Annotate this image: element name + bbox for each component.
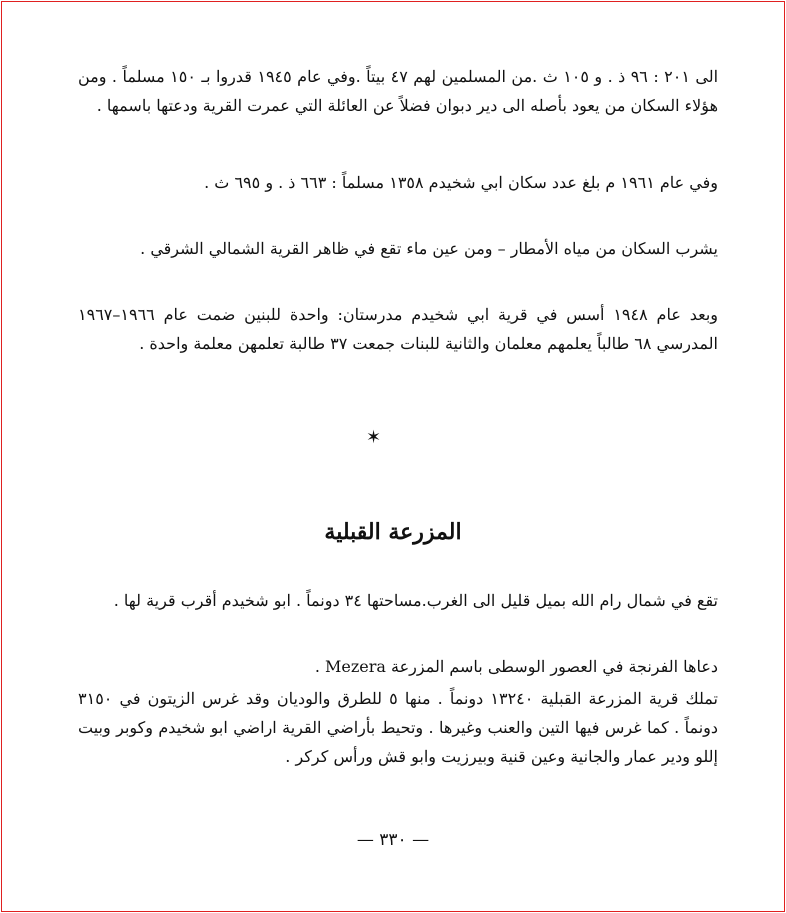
paragraph-location: تقع في شمال رام الله بميل قليل الى الغرب.مساحتها ٣٤ دونماً . ابو شخيدم أقرب قرية لها .	[113, 591, 718, 610]
paragraph-population-1945: الى ٢٠١ : ٩٦ ذ . و ١٠٥ ث .من المسلمين لهم ٤٧ بيتاً .وفي عام ١٩٤٥ قدروا بـ ١٥٠ مسلماً . ومن هؤلاء السكان من يعود بأصله الى دير دبوان فضلاً عن العائلة التي عمرت القرية ودعتها باسمها .	[78, 67, 719, 115]
paragraph-schools: وبعد عام ١٩٤٨ أسس في قرية ابي شخيدم مدرستان: واحدة للبنين ضمت عام ١٩٦٦–١٩٦٧ المدرسي ٦٨ طالباً يعلمهم معلمان والثانية للبنات جمعت ٣٧ طالبة تعلمهن معلمة واحدة .	[78, 305, 719, 353]
paragraph-lands: تملك قرية المزرعة القبلية ١٣٢٤٠ دونماً . منها ٥ للطرق والوديان وقد غرس الزيتون في ٣١٥٠ دونماً . كما غرس فيها التين والعنب وغيرها . وتحيط بأراضي القرية اراضي ابو شخيدم وكوبر وبيت إللو ودير عمار والجانية وعين قنية وبيرزيت وابو قش ورأس كركر .	[78, 689, 719, 766]
page-border	[1, 1, 785, 912]
page-number: — ٣٣٠ —	[356, 830, 430, 850]
paragraph-population-1961: وفي عام ١٩٦١ م بلغ عدد سكان ابي شخيدم ١٣٥٨ مسلماً : ٦٦٣ ذ . و ٦٩٥ ث .	[204, 173, 718, 192]
paragraph-crusader-name: دعاها الفرنجة في العصور الوسطى باسم المزرعة Mezera .	[314, 657, 718, 676]
section-heading: المزرعة القبلية	[324, 519, 462, 545]
section-separator-star: ✶	[366, 427, 382, 448]
paragraph-water-source: يشرب السكان من مياه الأمطار – ومن عين ماء تقع في ظاهر القرية الشمالي الشرقي .	[140, 239, 718, 258]
